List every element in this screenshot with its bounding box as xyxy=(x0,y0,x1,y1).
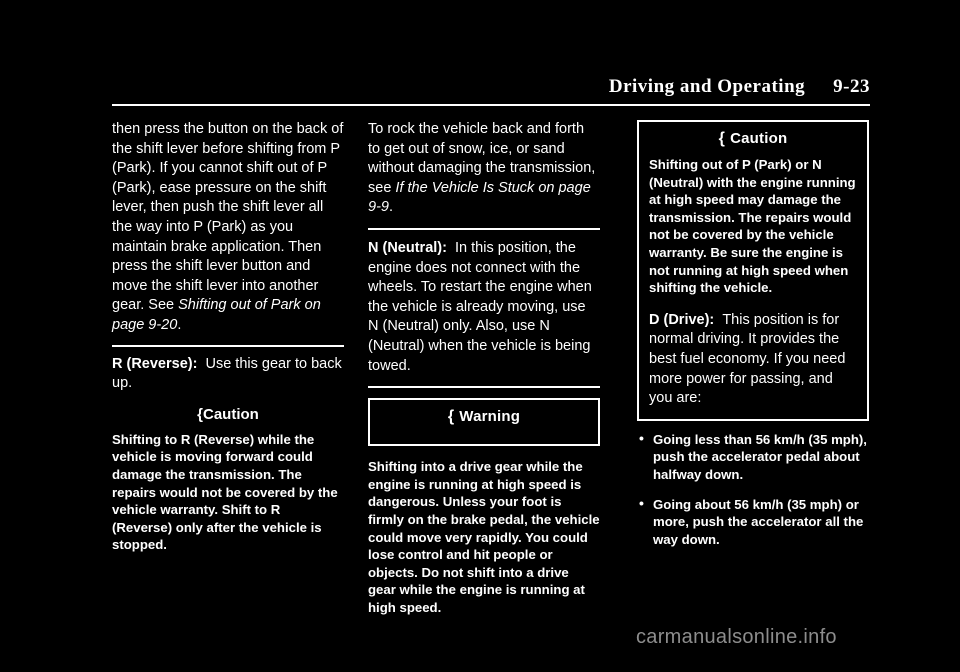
drive-text: This position is for normal driving. It provides the best fuel economy. If you need more power for passing, and you are: xyxy=(649,311,846,407)
shifting-out-of-park-xref: Shifting out of Park on page 9-20 xyxy=(112,297,321,333)
header-title: Driving and Operating xyxy=(608,76,806,97)
list-item: • Going less than 56 km/h (35 mph), push the accelerator pedal about halfway down. xyxy=(637,431,869,484)
list-item: • Going about 56 km/h (35 mph) or more, push the accelerator all the way down. xyxy=(637,496,869,549)
shift-lever-text-b: . xyxy=(177,316,182,333)
warning-triangle-icon: { xyxy=(197,405,203,423)
caution-body-3: Shifting out of P (Park) or N (Neutral) with the engine running at high speed may damage the transmission. The repairs would not be covered by the vehicle warranty. Be sure the engine is not running at high speed when shifting the vehicle. xyxy=(649,157,856,296)
shift-lever-paragraph xyxy=(112,120,344,336)
page-number: 9-23 xyxy=(833,76,870,97)
caution-block-reverse xyxy=(112,406,344,554)
reverse-label: R (Reverse): xyxy=(112,355,198,372)
vehicle-stuck-xref: If the Vehicle Is Stuck on page 9-9 xyxy=(368,179,591,216)
reverse-paragraph xyxy=(112,355,344,394)
rock-vehicle-paragraph xyxy=(368,120,600,218)
neutral-text: In this position, the engine does not connect with the wheels. To restart the engine when the vehicle is already moving, use N (Neutral) only. Also, use N (Neutral) when the vehicle is being towed. xyxy=(368,239,592,374)
drive-label: D (Drive): xyxy=(649,311,715,328)
shift-lever-text-a: then press the button on the back of the shift lever before shifting from P (Park). If you cannot shift out of P (Park), ease pressure on the shift lever, then push the shift lever all the way into P (Park) as you maintain brake application. Then press the shift lever button and move the shift lever into another gear. See xyxy=(112,121,344,314)
drive-bullet-list xyxy=(637,431,869,549)
caution-heading-3 xyxy=(649,130,857,148)
caution-heading xyxy=(112,406,344,423)
warning-body: Shifting into a drive gear while the engine is running at high speed is dangerous. Unless your foot is firmly on the brake pedal, the vehicle could move very rapidly. You could lose control and hit people or objects. Do not shift into a drive gear while the engine is running at high speed. xyxy=(368,459,600,615)
column-2 xyxy=(368,120,600,616)
caution-title-text-3: Caution xyxy=(730,130,788,147)
warning-heading xyxy=(380,408,588,426)
reverse-text: Use this gear to back up. xyxy=(112,355,342,392)
section-divider-2 xyxy=(368,228,600,230)
caution-body: Shifting to R (Reverse) while the vehicle is moving forward could damage the transmission. The repairs would not be covered by the vehicle warranty. Shift to R (Reverse) only after the vehicle is stopped. xyxy=(112,431,338,553)
warning-box xyxy=(368,398,600,446)
section-divider-3 xyxy=(368,386,600,388)
neutral-paragraph xyxy=(368,239,600,376)
neutral-label: N (Neutral): xyxy=(368,239,447,256)
watermark: carmanualsonline.info xyxy=(636,626,837,648)
warning-title-text: Warning xyxy=(459,408,521,426)
caution-title-text: Caution xyxy=(203,405,259,423)
caution-box-top xyxy=(637,120,869,303)
section-divider-1 xyxy=(112,345,344,347)
rock-vehicle-text-a: To rock the vehicle back and forth to get out of snow, ice, or sand without damaging the transmission, see xyxy=(368,121,596,196)
drive-box xyxy=(637,303,869,421)
column-3 xyxy=(637,120,869,560)
page-header xyxy=(112,76,870,98)
header-divider xyxy=(112,104,870,106)
warning-triangle-icon: { xyxy=(718,130,726,147)
rock-vehicle-text-b: . xyxy=(388,199,393,216)
warning-triangle-icon: { xyxy=(447,408,455,426)
column-1 xyxy=(112,120,344,554)
drive-paragraph xyxy=(649,311,857,409)
